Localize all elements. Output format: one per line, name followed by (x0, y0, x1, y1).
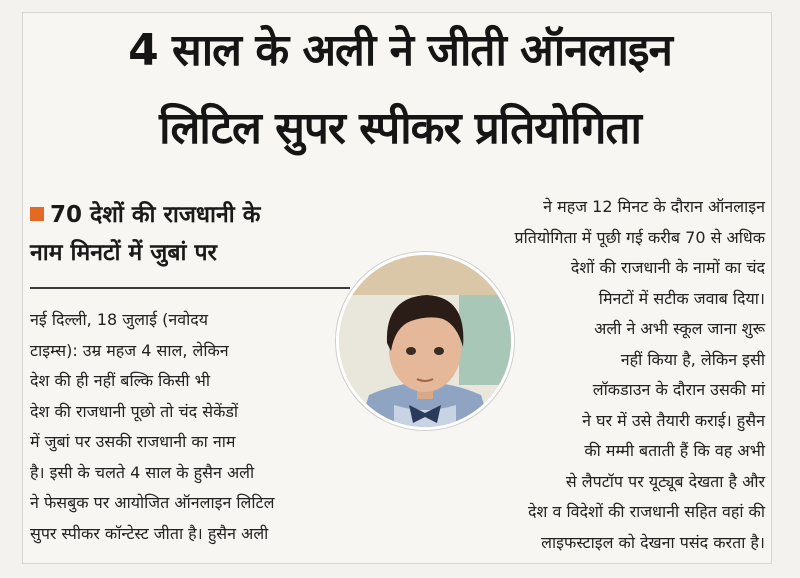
left-column (30, 305, 360, 549)
bullet-square-icon (30, 207, 44, 221)
subheading (30, 196, 350, 272)
headline-line-2: लिटिल सुपर स्पीकर प्रतियोगिता (159, 103, 641, 154)
headline-line-1: 4 साल के अली ने जीती ऑनलाइन (128, 25, 672, 76)
right-line: मिनटों में सटीक जवाब दिया। (598, 288, 765, 308)
left-line: है। इसी के चलते 4 साल के हुसैन अली (30, 462, 255, 482)
child-photo (336, 252, 514, 430)
right-line: देश व विदेशों की राजधानी सहित वहां की (528, 502, 765, 521)
left-line: सुपर स्पीकर कॉन्टेस्ट जीता है। हुसैन अली (30, 523, 269, 543)
left-line: नई दिल्ली, 18 जुलाई (नवोदय (30, 310, 209, 329)
right-line: लॉकडाउन के दौरान उसकी मां (592, 380, 765, 399)
child-portrait-image (339, 255, 511, 427)
right-line: लाइफस्टाइल को देखना पसंद करता है। (541, 532, 765, 552)
right-line: प्रतियोगिता में पूछी गई करीब 70 से अधिक (514, 227, 765, 247)
right-line: की मम्मी बताती हैं कि वह अभी (584, 441, 765, 460)
right-line: ने घर में उसे तैयारी कराई। हुसैन (582, 410, 765, 430)
right-line: देशों की राजधानी के नामों का चंद (570, 258, 765, 277)
left-line: देश की ही नहीं बल्कि किसी भी (30, 371, 211, 390)
left-line: में जुबां पर उसकी राजधानी का नाम (30, 432, 236, 451)
subheading-divider (30, 287, 350, 289)
left-line: देश की राजधानी पूछो तो चंद सेकेंडों (30, 401, 239, 421)
right-line: से लैपटॉप पर यूट्यूब देखता है और (565, 471, 765, 491)
left-line: टाइम्स): उम्र महज 4 साल, लेकिन (30, 340, 229, 360)
right-line: ने महज 12 मिनट के दौरान ऑनलाइन (543, 197, 765, 216)
right-line: अली ने अभी स्कूल जाना शुरू (594, 319, 765, 338)
left-line: ने फेसबुक पर आयोजित ऑनलाइन लिटिल (30, 493, 275, 512)
subheading-line-1: 70 देशों की राजधानी के (50, 202, 261, 228)
subheading-line-2: नाम मिनटों में जुबां पर (30, 240, 217, 266)
right-line: नहीं किया है, लेकिन इसी (620, 349, 765, 369)
